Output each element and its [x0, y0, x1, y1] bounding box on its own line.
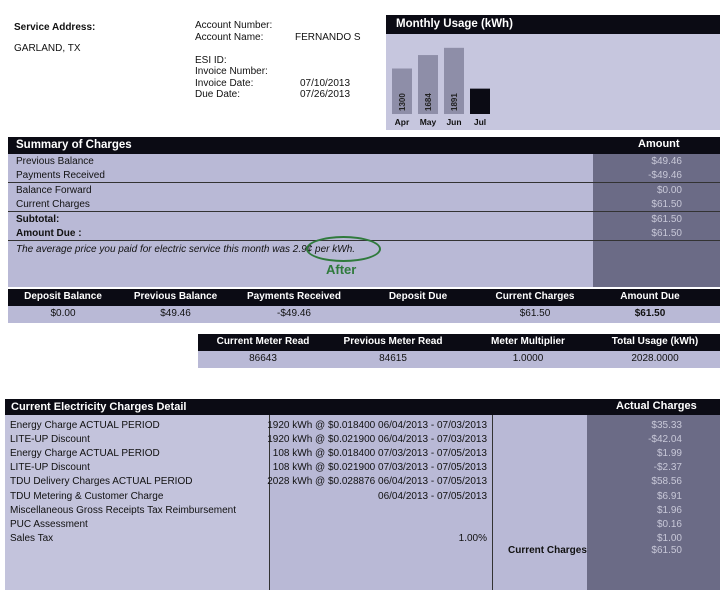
deposit-previous-balance-header: Previous Balance — [133, 291, 218, 302]
account-number-label: Account Number: — [195, 20, 273, 31]
usage-month-label: Apr — [394, 117, 410, 127]
esi-id-label: ESI ID: — [195, 54, 227, 66]
summary-row — [8, 155, 720, 169]
invoice-date-label: Invoice Date: — [195, 77, 254, 89]
usage-bar-jul — [470, 89, 490, 114]
detail-row-description: 108 kWh @ $0.018400 07/03/2013 - 07/05/2013 — [272, 448, 487, 460]
detail-row-label: LITE-UP Discount — [10, 434, 90, 446]
detail-row-amount: -$42.04 — [648, 434, 682, 446]
summary-row-label: Previous Balance — [16, 156, 94, 167]
detail-row-amount: $1.00 — [656, 532, 682, 544]
detail-row-label: TDU Delivery Charges ACTUAL PERIOD — [10, 476, 193, 488]
detail-row-label: Energy Charge ACTUAL PERIOD — [10, 420, 160, 431]
detail-row — [5, 433, 720, 447]
detail-row — [5, 518, 720, 532]
detail-row — [5, 419, 720, 433]
summary-row-label: Current Charges — [16, 199, 90, 210]
deposit-amount-due-value: $61.50 — [634, 308, 666, 319]
due-date-value: 07/26/2013 — [300, 89, 351, 100]
detail-row-label: Sales Tax — [10, 532, 54, 544]
after-annotation: After — [326, 262, 357, 277]
detail-row-description: 1.00% — [458, 532, 487, 544]
detail-row — [5, 461, 720, 475]
detail-row — [5, 532, 720, 546]
due-date-label: Due Date: — [195, 89, 241, 100]
detail-title: Current Electricity Charges Detail — [11, 401, 187, 413]
detail-row — [5, 490, 720, 504]
usage-month-label: Jul — [473, 117, 487, 127]
detail-row-label: LITE-UP Discount — [10, 462, 90, 474]
usage-bar-value-label: 1891 — [450, 93, 459, 111]
summary-body — [8, 154, 720, 287]
deposit-payments-value: -$49.46 — [277, 308, 311, 319]
detail-row-amount: $6.91 — [656, 490, 682, 502]
detail-row — [5, 504, 720, 518]
detail-header — [5, 399, 720, 415]
detail-row-label: Miscellaneous Gross Receipts Tax Reimbursement — [10, 504, 237, 516]
summary-row-amount: $61.50 — [651, 199, 682, 210]
detail-row-amount: $35.33 — [651, 420, 682, 431]
account-name-label: Account Name: — [195, 31, 264, 43]
detail-row — [5, 447, 720, 461]
deposit-amount-due-header: Amount Due — [620, 291, 680, 302]
average-price-text: The average price you paid for electric service this month was 2.9¢ per kWh. — [16, 244, 356, 255]
invoice-date-value: 07/10/2013 — [300, 77, 351, 89]
deposit-balance-value: $0.00 — [50, 308, 76, 319]
deposit-header-row — [8, 289, 720, 306]
summary-row — [8, 169, 720, 183]
detail-row-amount: $58.56 — [651, 476, 682, 488]
current-meter-read-value: 86643 — [249, 353, 277, 364]
previous-meter-read-value: 84615 — [379, 353, 407, 364]
deposit-balance-header: Deposit Balance — [24, 291, 102, 302]
summary-header — [8, 137, 720, 154]
detail-total-amount: $61.50 — [651, 545, 682, 556]
deposit-due-header: Deposit Due — [388, 291, 448, 302]
detail-row-description: 1920 kWh @ $0.021900 06/04/2013 - 07/03/2013 — [267, 434, 487, 446]
summary-row-amount: $61.50 — [651, 214, 682, 225]
detail-total-label: Current Charges — [508, 545, 587, 556]
detail-row — [5, 475, 720, 489]
deposit-current-charges-header: Current Charges — [495, 291, 575, 302]
summary-row-label: Balance Forward — [16, 185, 92, 196]
deposit-current-charges-value: $61.50 — [519, 308, 551, 319]
summary-row — [8, 184, 720, 198]
detail-row-description: 1920 kWh @ $0.018400 06/04/2013 - 07/03/2013 — [267, 420, 487, 431]
usage-chart-title: Monthly Usage (kWh) — [386, 15, 720, 34]
usage-chart-panel — [386, 34, 720, 130]
service-address-label: Service Address: — [14, 22, 96, 33]
deposit-previous-balance-value: $49.46 — [160, 308, 191, 319]
current-meter-read-header: Current Meter Read — [216, 336, 310, 347]
account-name-value: FERNANDO S — [295, 31, 361, 43]
detail-row-label: PUC Assessment — [10, 518, 88, 530]
deposit-payments-header: Payments Received — [247, 291, 341, 302]
detail-row-description: 2028 kWh @ $0.028876 06/04/2013 - 07/05/2013 — [267, 476, 487, 488]
summary-row-amount: $49.46 — [651, 156, 682, 167]
detail-body — [5, 415, 720, 590]
usage-bar-value-label: 1300 — [398, 93, 407, 111]
summary-row-label: Amount Due : — [16, 228, 82, 239]
previous-meter-read-header: Previous Meter Read — [343, 336, 443, 347]
usage-bar-value-label: 1684 — [424, 93, 433, 111]
meter-header-row — [198, 334, 720, 351]
summary-title: Summary of Charges — [16, 139, 132, 151]
highlight-ellipse — [306, 236, 381, 262]
detail-row-description: 108 kWh @ $0.021900 07/03/2013 - 07/05/2013 — [272, 462, 487, 474]
usage-chart — [386, 34, 720, 130]
summary-amount-header: Amount — [638, 138, 680, 150]
summary-row-amount: $0.00 — [656, 185, 682, 196]
detail-row-amount: $1.96 — [656, 504, 682, 516]
deposit-values-row — [8, 306, 720, 323]
summary-row-amount: -$49.46 — [648, 170, 682, 181]
detail-row-amount: $1.99 — [656, 448, 682, 460]
service-city: GARLAND, TX — [14, 43, 81, 54]
summary-divider — [8, 211, 720, 212]
usage-month-label: Jun — [446, 117, 462, 127]
usage-month-label: May — [419, 117, 437, 127]
meter-multiplier-header: Meter Multiplier — [491, 336, 565, 347]
detail-row-label: Energy Charge ACTUAL PERIOD — [10, 448, 160, 460]
detail-row-amount: $0.16 — [656, 518, 682, 530]
detail-row-label: TDU Metering & Customer Charge — [10, 490, 164, 502]
detail-row-description: 06/04/2013 - 07/05/2013 — [378, 490, 487, 502]
detail-amount-header: Actual Charges — [616, 400, 697, 412]
summary-row-label: Subtotal: — [16, 214, 60, 225]
summary-row — [8, 198, 720, 212]
meter-multiplier-value: 1.0000 — [512, 353, 544, 364]
invoice-number-label: Invoice Number: — [195, 66, 268, 77]
account-info — [195, 20, 365, 101]
summary-divider — [8, 182, 720, 183]
total-usage-header: Total Usage (kWh) — [611, 336, 699, 347]
detail-row-amount: -$2.37 — [653, 462, 682, 474]
summary-row-label: Payments Received — [16, 170, 105, 181]
summary-row — [8, 213, 720, 227]
summary-row-amount: $61.50 — [651, 228, 682, 239]
meter-values-row — [198, 351, 720, 368]
total-usage-value: 2028.0000 — [631, 353, 679, 364]
